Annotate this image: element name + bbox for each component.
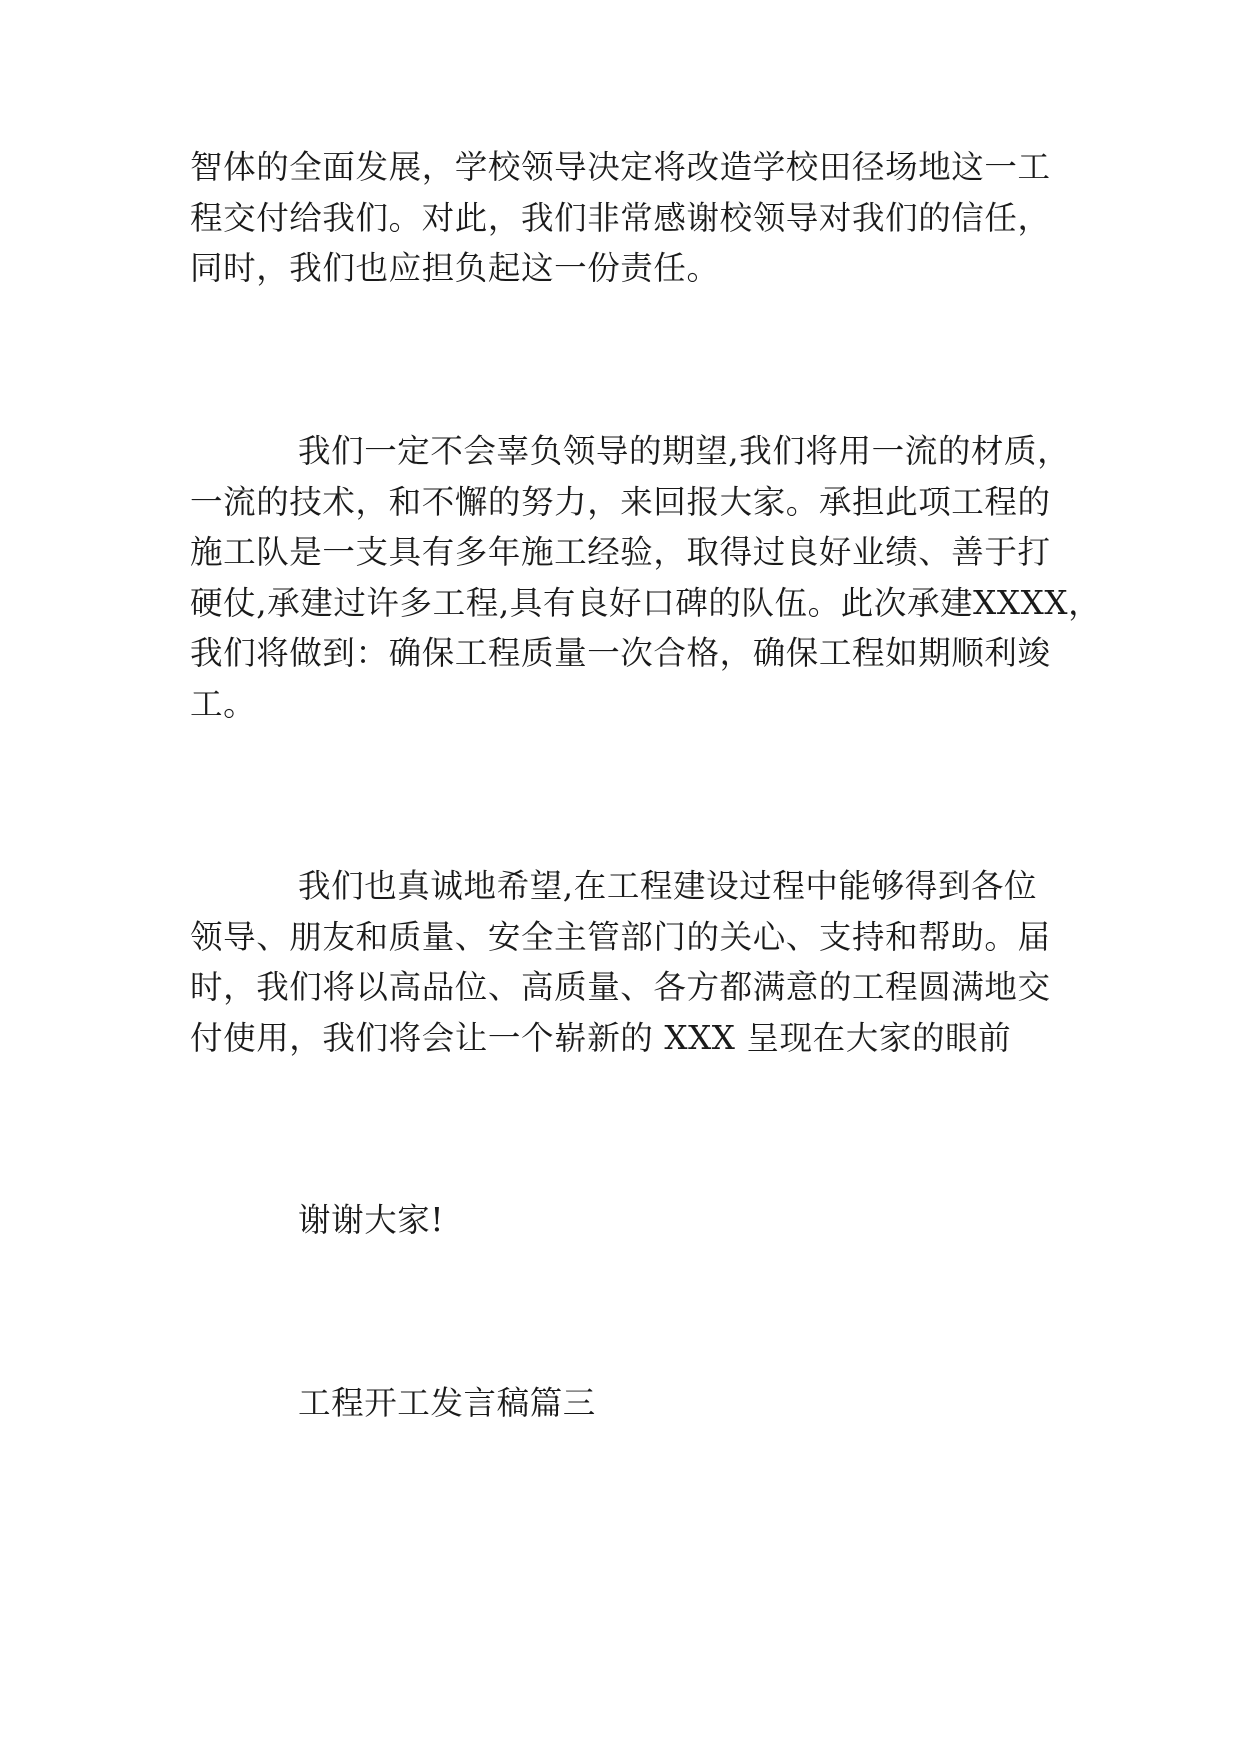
closing-thanks: 谢谢大家! (298, 1201, 445, 1239)
paragraph-2-line-5: 我们将做到：确保工程质量一次合格，确保工程如期顺利竣 (190, 634, 1051, 672)
paragraph-3-line-4: 付使用，我们将会让一个崭新的 XXX 呈现在大家的眼前 (190, 1019, 1012, 1057)
paragraph-2-line-2: 一流的技术，和不懈的努力，来回报大家。承担此项工程的 (190, 483, 1051, 521)
paragraph-2-line-4: 硬仗,承建过许多工程,具有良好口碑的队伍。此次承建XXXX， (190, 584, 1102, 622)
paragraph-2-line-6: 工。 (190, 685, 257, 723)
paragraph-1-line-2: 程交付给我们。对此，我们非常感谢校领导对我们的信任， (190, 199, 1051, 237)
paragraph-3-line-2: 领导、朋友和质量、安全主管部门的关心、支持和帮助。届 (190, 918, 1051, 956)
paragraph-1-line-1: 智体的全面发展，学校领导决定将改造学校田径场地这一工 (190, 148, 1051, 186)
paragraph-3-line-3: 时，我们将以高品位、高质量、各方都满意的工程圆满地交 (190, 968, 1051, 1006)
paragraph-3-line-1: 我们也真诚地希望,在工程建设过程中能够得到各位 (298, 867, 1038, 905)
section-heading: 工程开工发言稿篇三 (298, 1384, 596, 1422)
paragraph-2-line-1: 我们一定不会辜负领导的期望,我们将用一流的材质， (298, 432, 1071, 470)
paragraph-2-line-3: 施工队是一支具有多年施工经验，取得过良好业绩、善于打 (190, 533, 1051, 571)
paragraph-1-line-3: 同时，我们也应担负起这一份责任。 (190, 249, 720, 287)
